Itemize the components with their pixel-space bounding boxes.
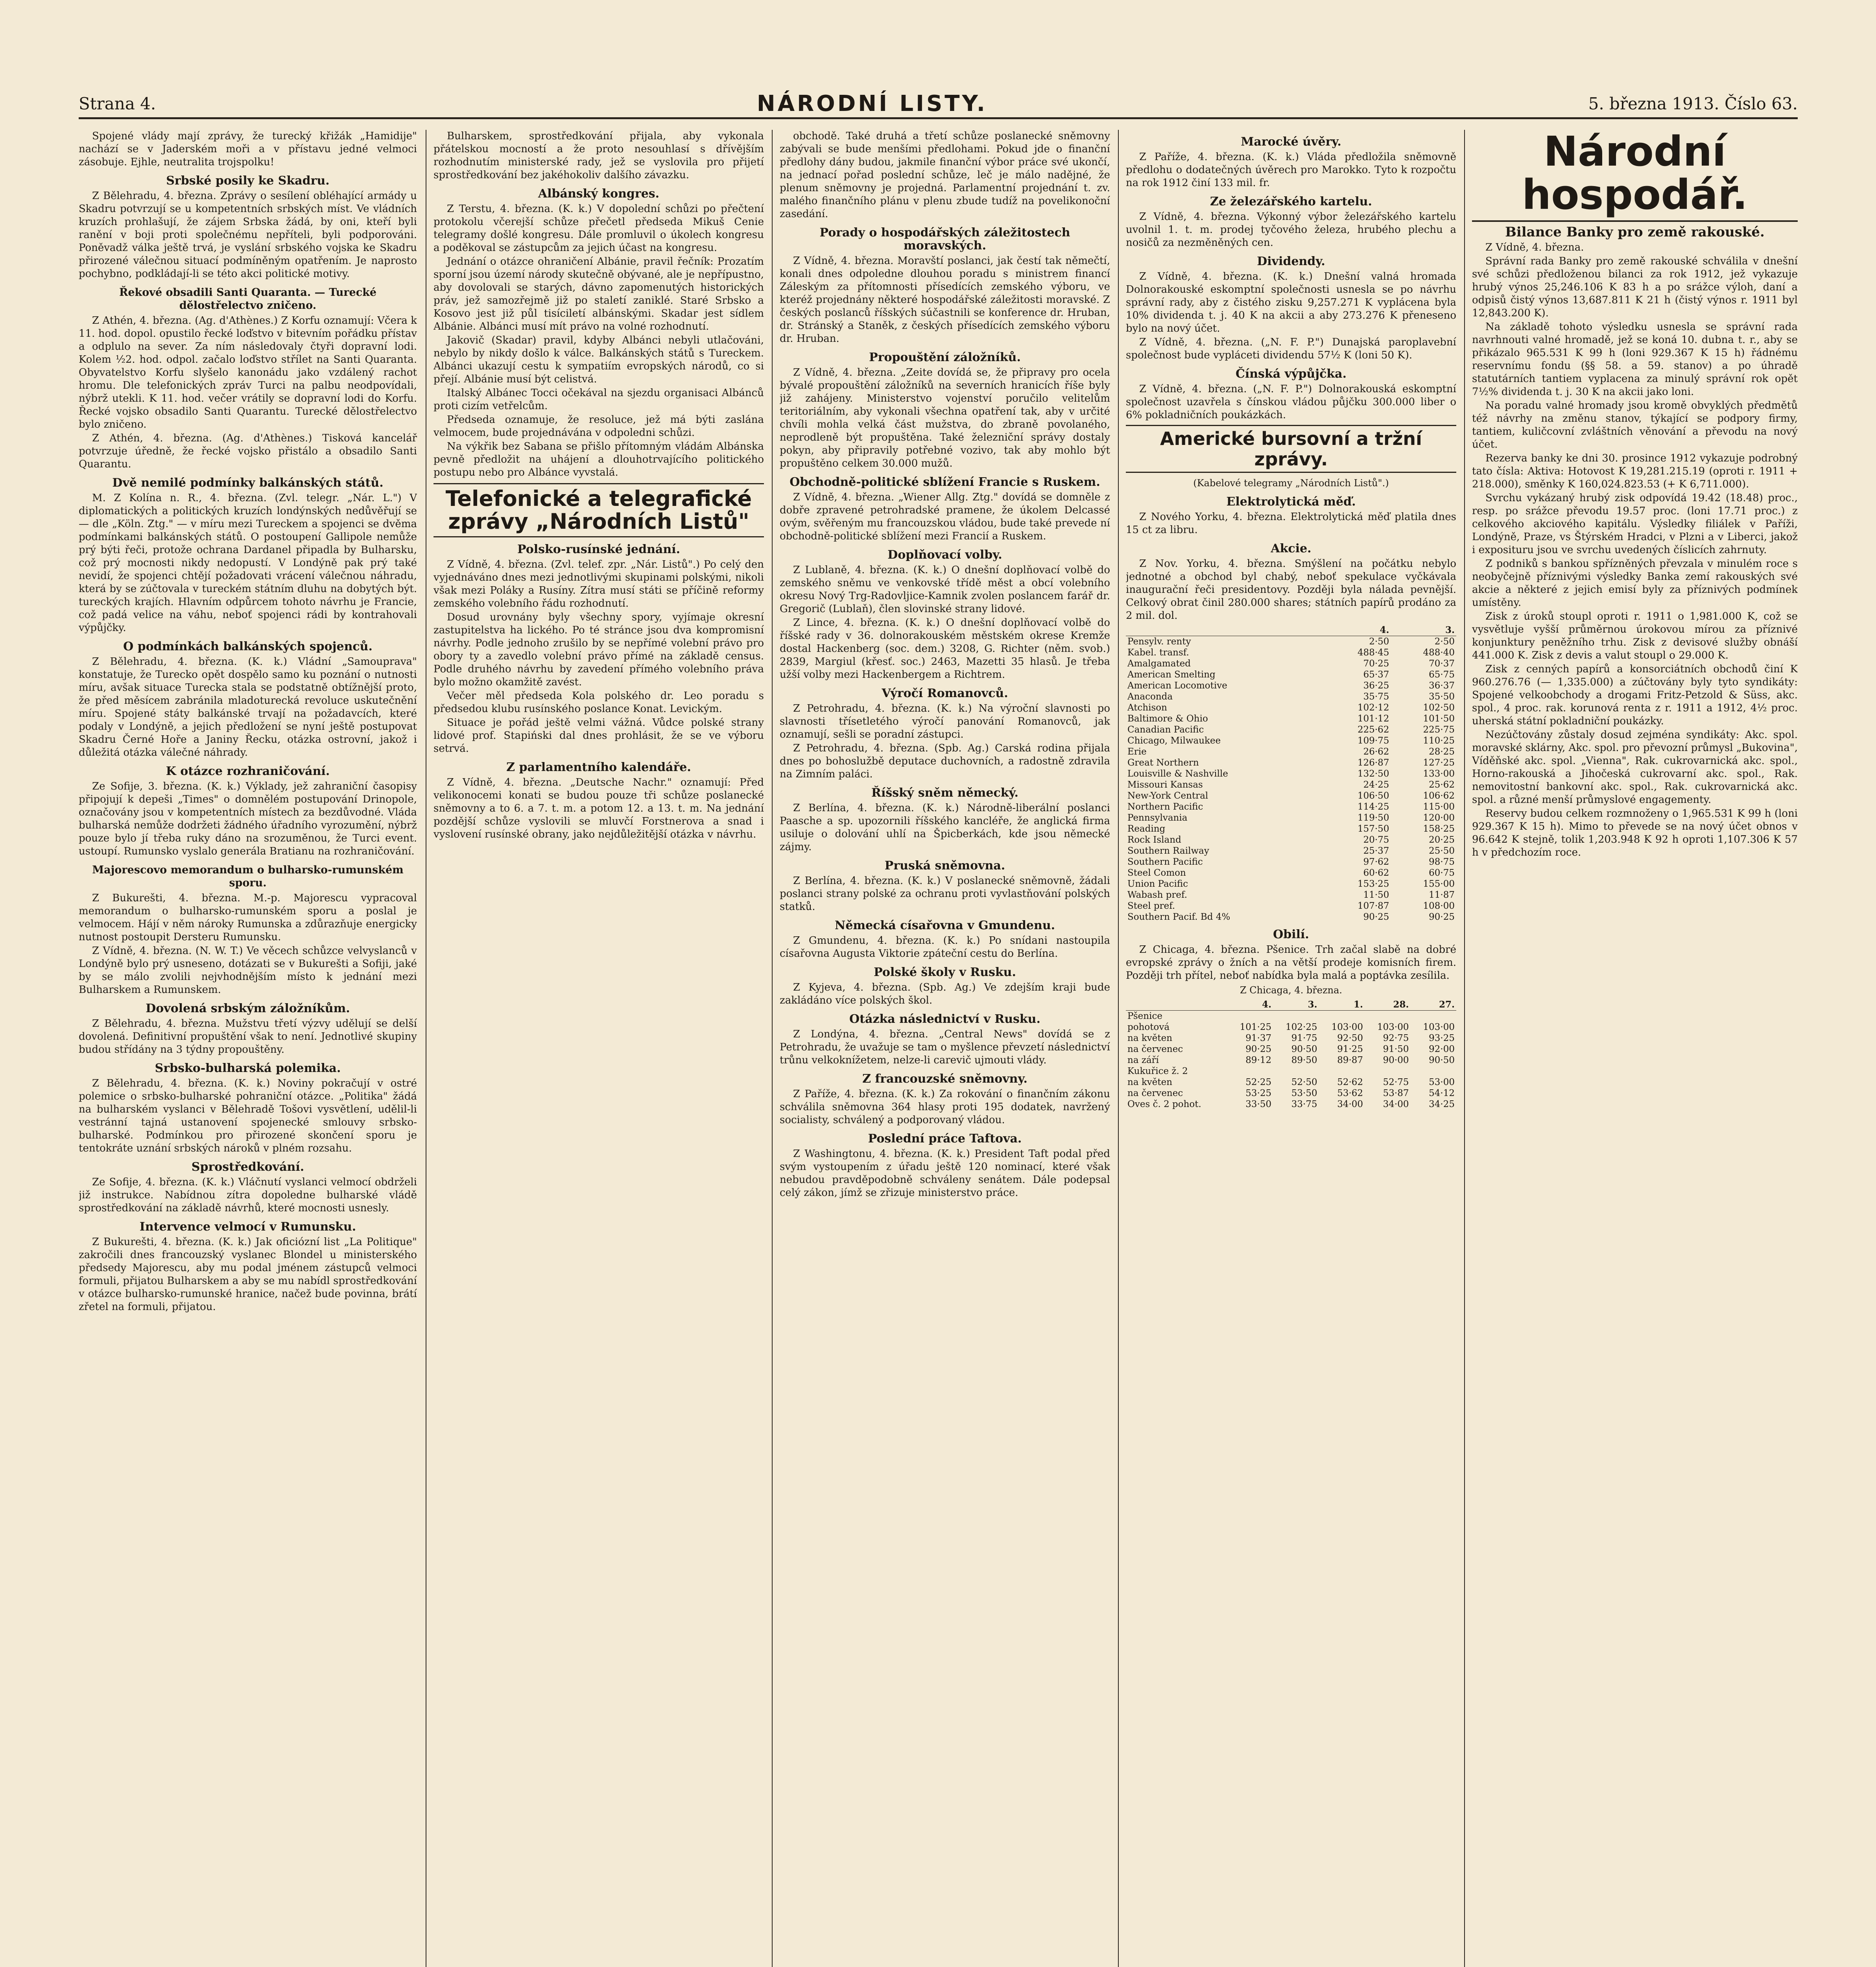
table-cell: Kukuřice ž. 2: [1127, 1066, 1188, 1076]
table-cell: 33·75: [1291, 1099, 1317, 1109]
article-paragraph: Z Petrohradu, 4. března. (Spb. Ag.) Carská rodina přijala dnes po bohoslužbě deputace duchovních, a radostně zdravila na Zimním paláci.: [780, 742, 1110, 780]
table-cell: 26·62: [1363, 747, 1389, 757]
table-cell: 28·25: [1429, 747, 1455, 757]
table-cell: na květen: [1127, 1033, 1173, 1043]
table-row: [1126, 867, 1456, 878]
table-cell: [1273, 1011, 1319, 1022]
article-paragraph: Z Paříže, 4. března. (K. k.) Vláda předložila sněmovně předlohu o dodatečných úvěrech pro Marokko. Tyto k rozpočtu na rok 1912 činí 133 mil. fr.: [1126, 151, 1456, 189]
article-paragraph: Spojené vlády mají zprávy, že turecký křižák „Hamidije" nachází se v Jaderském moři a v přístavu jedné velmoci zásobuje. Ejhle, neutralita trojspolku!: [79, 130, 417, 168]
table-row: [1126, 1088, 1456, 1099]
table-cell: 488·45: [1357, 648, 1389, 658]
article-paragraph: Situace je pořád ještě velmi vážná. Vůdce polské strany lidové prof. Stapiński dal dnes prohlásit, že se ve výboru setrvá.: [433, 717, 764, 755]
table-row: [1126, 636, 1456, 648]
table-row: [1126, 812, 1456, 823]
table-cell: Wabash pref.: [1127, 890, 1188, 900]
table-cell: Louisville & Nashville: [1127, 769, 1228, 779]
table-cell: Canadian Pacific: [1127, 725, 1204, 735]
article-paragraph: Z Berlína, 4. března. (K. k.) V poslanecké sněmovně, žádali poslanci strany polské za ochranu proti vyvlastňování polských statků.: [780, 875, 1110, 913]
table-cell: 70·25: [1363, 659, 1389, 669]
article-paragraph: Zisk z cenných papírů a konsorciátních obchodů činí K 960.276.76 (— 1,335.000) a zúčtovány byly tyto syndikáty: Spojené velkoobchody a drogami Fritz-Petzold & Süss, akc. spol., 4 proc. rak. korunová renta z r. 1911 a 1912, 4½ proc. uherská státní pokladniční poukázky.: [1472, 663, 1798, 727]
article-paragraph: Z Vídně, 4. března. (N. W. T.) Ve věcech schůzce velvyslanců v Londýně bylo prý usneseno, dotázati se v Bukurešti a Sofiji, jaké by se málo zvolili nejvhodnějším místo k jednání mezi Bulharskem a Rumunskem.: [79, 945, 417, 996]
table-cell: 54·12: [1429, 1088, 1455, 1098]
table-cell: 2·50: [1434, 637, 1455, 647]
table-row: [1126, 1055, 1456, 1066]
table-cell: 126·87: [1357, 758, 1389, 768]
table-cell: 110·25: [1423, 736, 1455, 746]
article-paragraph: Bulharskem, sprostředkování přijala, aby vykonala přátelskou mocností a že proto nesouhlasí s dřívějším rozhodnutím ministerské rady, jež se vyslovila pro přijetí sprostředkování bez jakéhokoliv dalšího závazku.: [433, 130, 764, 181]
article-heading: Albánský kongres.: [538, 187, 660, 201]
table-cell: Missouri Kansas: [1127, 780, 1203, 790]
table-cell: 11·87: [1429, 890, 1455, 900]
table-cell: 132·50: [1357, 769, 1389, 779]
page-header: [79, 90, 1798, 119]
table-cell: 90·25: [1245, 1044, 1272, 1054]
article-paragraph: Z Vídně, 4. března. Výkonný výbor železářského kartelu uvolnil 1. t. m. prodej tyčového železa, hrubého plechu a nosičů za nezměněných cen.: [1126, 211, 1456, 249]
article-heading: Obilí.: [1273, 928, 1309, 941]
table-cell: 133·00: [1423, 769, 1455, 779]
table-cell: 52·50: [1291, 1077, 1317, 1087]
column-3: [780, 130, 1110, 1967]
article-paragraph: Z Bělehradu, 4. března. (K. k.) Vládní „Samouprava" konstatuje, že Turecko opět dospělo samo ku poznání o nutnosti míru, avšak situace Turecka stala se podstatně obtížnější proto, že před měsícem zabránila mladoturecká revoluce uskutečnění míru. Spojené státy balkánské trvají na požadavcích, které podaly v Londýně, a jejich předložení se nyní ještě postupovat Skadru Černé Hoře a Janiny Řecku, otázka ostrovní, jakož i důležitá otázka válečné náhrady.: [79, 656, 417, 758]
table-cell: [1411, 1066, 1456, 1077]
article-heading: Srbské posily ke Skadru.: [166, 174, 330, 188]
article-heading: Poslední práce Taftova.: [868, 1132, 1022, 1146]
article-paragraph: Z Terstu, 4. března. (K. k.) V dopolední schůzi po přečtení protokolu včerejší schůze přečetl předseda Mikuš Cenie telegramy došlé kongresu. Dále promluvil o úkolech kongresu a poděkoval se zástupcům za jejich účast na kongresu.: [433, 203, 764, 254]
article-heading: Ze železářského kartelu.: [1210, 195, 1372, 209]
table-row: [1126, 713, 1456, 724]
table-row: [1126, 834, 1456, 845]
table-cell: 60·75: [1429, 868, 1455, 878]
column-header: 28.: [1365, 999, 1410, 1011]
table-row: [1126, 1033, 1456, 1044]
table-cell: [1319, 1066, 1365, 1077]
article-paragraph: Dosud urovnány byly všechny spory, vyjímaje okresní zastupitelstva ha lického. Po té stránce jsou dva kompromisní návrhy. Podle jednoho zrušilo by se nepřímé volební právo pro obory ty a zavedlo volební právo přímé na základě census. Podle druhého návrhu by zavedení přímého volebního práva bylo možno okamžitě zavést.: [433, 611, 764, 688]
table-cell: 34·25: [1429, 1099, 1455, 1109]
table-cell: Great Northern: [1127, 758, 1199, 768]
article-paragraph: Nezúčtovány zůstaly dosud zejména syndikáty: Akc. spol. moravské sklárny, Akc. spol. pro převozní průmysl „Bukovina", Víděňské akc. spol. „Vienna", Rak. cukrovarnická akc. spol., Horno-rakouská a Jihočeská cukrovarní akc. spol., Rak. nemovitostní bankovní akc. spol., Rak. cukrovarnická akc. spol. a různé menší průmyslové engagementy.: [1472, 729, 1798, 806]
column-rule: [772, 130, 773, 1967]
article-paragraph: Předseda oznamuje, že resoluce, jež má býti zaslána velmocem, bude projednávána v odpoledni schůzi.: [433, 414, 764, 439]
table-row: [1126, 669, 1456, 680]
article-paragraph: Z Vídně, 4. března.: [1485, 242, 1584, 253]
table-cell: 90·00: [1383, 1055, 1409, 1065]
article-paragraph: Z Vídně, 4. března. „Deutsche Nachr." oznamují: Před velikonocemi konati se budou pouze tři schůze poslanecké sněmovny a to 6. a 7. t. m. a potom 12. a 13. t. m. Na jednání pozdější schůze vyslovili se mluvčí Forstnerova a snad i vyslovení rusínské obrany, jako nejdůležitější otázka v návrhu.: [433, 777, 764, 840]
table-cell: 34·00: [1383, 1099, 1409, 1109]
article-paragraph: Z Nového Yorku, 4. března. Elektrolytická měď platila dnes 15 ct za libru.: [1126, 511, 1456, 536]
column-5: [1472, 130, 1798, 1967]
column-header: 3.: [1273, 999, 1319, 1011]
table-row: [1126, 889, 1456, 900]
table-cell: na květen: [1127, 1077, 1173, 1087]
table-cell: Oves č. 2 pohot.: [1127, 1099, 1201, 1109]
article-heading: Otázka následnictví v Rusku.: [849, 1012, 1040, 1026]
table-cell: 158·25: [1423, 824, 1455, 834]
article-paragraph: Na výkřik bez Sabana se přišlo přítomným vládám Albánska pevně předložit na uhájení a dlouhotrvajícího politického postupu nebo pro Albánce vyvstalá.: [433, 441, 764, 478]
table-cell: 108·00: [1423, 901, 1455, 911]
column-header: 4.: [1227, 999, 1273, 1011]
table-cell: 90·25: [1429, 912, 1455, 922]
table-cell: [1365, 1066, 1410, 1077]
article-heading: Doplňovací volby.: [887, 548, 1002, 562]
table-cell: American Smelting: [1127, 670, 1216, 680]
column-header: 27.: [1411, 999, 1456, 1011]
article-heading: Elektrolytická měď.: [1226, 495, 1356, 509]
table-cell: 225·75: [1423, 725, 1455, 735]
table-header-row: [1126, 625, 1456, 636]
article-heading: Německá císařovna v Gmundenu.: [834, 919, 1055, 932]
stock-quotes-table: [1126, 625, 1456, 923]
table-cell: 53·25: [1245, 1088, 1272, 1098]
column-header: 3.: [1391, 625, 1456, 636]
article-paragraph: Z Paříže, 4. března. (K. k.) Za rokování o finančním zákonu schválila sněmovna 364 hlasy proti 195 dodatek, navržený socialisty, schválený a podporovaný vládou.: [780, 1088, 1110, 1126]
table-row: [1126, 1011, 1456, 1022]
table-cell: 91·75: [1291, 1033, 1317, 1043]
table-cell: Union Pacific: [1127, 879, 1188, 889]
table-cell: 90·50: [1291, 1044, 1317, 1054]
table-cell: 101·25: [1240, 1022, 1272, 1032]
article-paragraph: Italský Albánec Tocci očekával na sjezdu organisaci Albánců proti cizím vetřelcům.: [433, 387, 764, 412]
table-cell: 20·75: [1363, 835, 1389, 845]
table-cell: 114·25: [1357, 802, 1389, 812]
table-cell: 488·40: [1423, 648, 1455, 658]
table-cell: 90·50: [1429, 1055, 1455, 1065]
article-paragraph: Svrchu vykázaný hrubý zisk odpovídá 19.42 (18.48) proc., resp. po srážce převodu 19.57 proc. (loni 17.71 proc.) z celkového akciového kapitálu. Výsledky filiálek v Paříži, Londýně, Praze, vs Štýrském Hradci, v Plzni a v Liberci, jakož i exposituru jsou ve svrchu uvedených číslicích zahrnuty.: [1472, 492, 1798, 556]
article-paragraph: Večer měl předseda Kola polského dr. Leo poradu s předsedou klubu rusínského poslance Konat. Levickým.: [433, 690, 764, 715]
table-cell: Kabel. transf.: [1127, 648, 1189, 658]
table-cell: 90·25: [1363, 912, 1389, 922]
table-cell: 103·00: [1423, 1022, 1455, 1032]
table-row: [1126, 680, 1456, 691]
article-paragraph: Na základě tohoto výsledku usnesla se správní rada navrhnouti valné hromadě, jež se koná 10. dubna t. r., aby se přikázalo 965.531 K 99 h (loni 929.367 K 15 h) řádnému reservnímu fondu (§§ 58. a 59. stanov) a po úhradě statutárních tantiem vyplacena za minulý správní rok opět 7½% dividenda t. j. 30 K na akcii jako loni.: [1472, 321, 1798, 398]
table-row: [1126, 856, 1456, 867]
table-cell: 102·50: [1423, 703, 1455, 713]
table-row: [1126, 912, 1456, 923]
table-cell: American Locomotive: [1127, 681, 1227, 691]
table-cell: 36·25: [1363, 681, 1389, 691]
table-cell: 60·62: [1363, 868, 1389, 878]
column-rule: [1464, 130, 1465, 1967]
table-cell: 92·50: [1337, 1033, 1363, 1043]
column-rule: [1118, 130, 1119, 1967]
table-cell: Chicago, Milwaukee: [1127, 736, 1221, 746]
table-cell: 35·50: [1429, 692, 1455, 702]
article-heading: Propouštění záložníků.: [869, 351, 1021, 364]
article-paragraph: Z Londýna, 4. března. „Central News" dovídá se z Petrohradu, že uvažuje se tam o myšlence převzetí následnictví trůnu velkoknížetem, nelze-li carevič ujmouti vlády.: [780, 1028, 1110, 1066]
table-cell: 89·87: [1337, 1055, 1363, 1065]
table-cell: New-York Central: [1127, 791, 1208, 801]
table-cell: 101·12: [1357, 714, 1389, 724]
table-row: [1126, 801, 1456, 812]
table-cell: Pšenice: [1127, 1011, 1162, 1021]
table-row: [1126, 768, 1456, 779]
table-cell: 25·37: [1363, 846, 1389, 856]
table-cell: Northern Pacific: [1127, 802, 1203, 812]
table-cell: 34·00: [1337, 1099, 1363, 1109]
table-row: [1126, 735, 1456, 746]
table-cell: [1227, 1011, 1273, 1022]
article-heading: Majorescovo memorandum o bulharsko-rumunském sporu.: [92, 864, 404, 889]
grain-table-title: Z Chicaga, 4. března.: [1240, 985, 1343, 996]
table-cell: pohotová: [1127, 1022, 1170, 1032]
table-row: [1126, 757, 1456, 768]
table-cell: [1411, 1011, 1456, 1022]
table-cell: 36·37: [1429, 681, 1455, 691]
table-cell: 53·87: [1383, 1088, 1409, 1098]
article-paragraph: Z Vídně, 4. března. (Zvl. telef. zpr. „Nár. Listů".) Po celý den vyjednáváno dnes mezi jednotlivými skupinami polskými, nikoli však mezi Poláky a Rusíny. Zítra musí státi se příčině reformy zemského volebního řádu rozhodnutí.: [433, 559, 764, 609]
table-cell: Reading: [1127, 824, 1166, 834]
table-cell: Baltimore & Ohio: [1127, 714, 1208, 724]
table-cell: 157·50: [1357, 824, 1389, 834]
table-cell: 89·12: [1245, 1055, 1272, 1065]
table-cell: 97·62: [1363, 857, 1389, 867]
article-paragraph: Ze Sofije, 4. března. (K. k.) Vláčnutí vyslanci velmocí obdrželi již instrukce. Nabídnou zítra dopoledne bulharské vládě sprostředkování na základě návrhů, které mocnosti usnesly.: [79, 1176, 417, 1214]
table-cell: na červenec: [1127, 1088, 1183, 1098]
table-header-row: [1126, 999, 1456, 1011]
column-2: [433, 130, 764, 1967]
article-paragraph: Z Kyjeva, 4. března. (Spb. Ag.) Ve zdejším kraji bude zakládáno více polských škol.: [780, 982, 1110, 1006]
table-row: [1126, 1077, 1456, 1088]
table-cell: Pennsylvania: [1127, 813, 1188, 823]
article-heading: Výročí Romanovců.: [882, 686, 1008, 700]
table-cell: [1365, 1011, 1410, 1022]
article-heading: Říšský sněm německý.: [871, 786, 1018, 800]
article-heading: K otázce rozhraničování.: [166, 764, 330, 778]
table-cell: 35·75: [1363, 692, 1389, 702]
table-cell: 106·50: [1357, 791, 1389, 801]
article-heading: Sprostředkování.: [191, 1160, 304, 1174]
table-row: [1126, 724, 1456, 735]
table-cell: 93·25: [1429, 1033, 1455, 1043]
table-cell: 109·75: [1357, 736, 1389, 746]
article-paragraph: obchodě. Také druhá a třetí schůze poslanecké sněmovny zabývali se bude menšími předlohami. Pokud jde o finanční předlohy dány budou, jakmile finanční výbor práce své ukončí, na jednací pořad poslední schůze, leč je málo nadějné, že plenum sněmovny je projedná. Parlamentní projednání t. zv. malého finančního plánu v plenu zbude tudíž na povelikonoční zasedání.: [780, 130, 1110, 220]
table-row: [1126, 878, 1456, 889]
article-paragraph: Z Vídně, 4. března. Moravští poslanci, jak čestí tak němečtí, konali dnes odpoledne dlouhou poradu s ministrem financí Záleským za přítomnosti přísedících zemského výboru, ve kteréž projednány některé hospodářské záležitosti moravské. Z českých poslanců říšských súčastnili se konference dr. Hruban, dr. Stránský a Staněk, z českých přísedících zemského výboru dr. Hruban.: [780, 255, 1110, 345]
article-paragraph: Z Vídně, 4. března. (K. k.) Dnešní valná hromada Dolnorakouské eskomptní společnosti usnesla se po návrhu správní rady, aby z čistého zisku 9,257.271 K vyplácena byla 10% dividenda t. j. 40 K na akcii a aby 273.276 K přeneseno bylo na nový účet.: [1126, 271, 1456, 334]
table-row: [1126, 1044, 1456, 1055]
article-paragraph: Jednání o otázce ohraničení Albánie, pravil řečník: Prozatím sporní jsou území národy skutečně obývané, ale je nepřípustno, aby dovolovali se starých, dávno zapomenutých historických práv, jež samozřejmě již po staletí zaniklé. Staré Srbsko a Kosovo jest již půl tisíciletí albánskými. Skadar jest sídlem Albánie. Albánci musí mít právo na volné rozhodnutí.: [433, 256, 764, 332]
table-cell: 70·37: [1429, 659, 1455, 669]
article-paragraph: Jakovič (Skadar) pravil, kdyby Albánci nebyli utlačováni, nebylo by nikdy došlo k válce. Balkánských států s Tureckem. Albánci ukazují cestu k sympatiím evropských národů, co si přejí. Albánie musí být celistvá.: [433, 334, 764, 385]
article-heading: Polsko-rusínské jednání.: [517, 542, 681, 556]
article-paragraph: Z Bělehradu, 4. března. (K. k.) Noviny pokračují v ostré polemice o srbsko-bulharské pohraniční otázce. „Politika" žádá na bulharském vyslanci v Bělehradě Tošovi vysvětlení, udělil-li vestránní tajná ustanovení spojenecké smlouvy srbsko-bulharské. Podmínkou pro přirozené skončení sporu je tentokráte uznání srbských nároků v plném rozsahu.: [79, 1078, 417, 1154]
article-heading: Srbsko-bulharská polemika.: [155, 1061, 341, 1075]
article-paragraph: Z Nov. Yorku, 4. března. Smýšlení na počátku nebylo jednotné a obchod byl chabý, neboť spekulace vyčkávala inaugurační řeči presidentovy. Později byla nálada pevnější. Celkový obrat činil 280.000 shares; státních papírů prodáno za 2 mil. dol.: [1126, 558, 1456, 622]
section-banner: Americké bursovní a tržní zprávy.: [1126, 425, 1456, 473]
article-heading: Akcie.: [1271, 542, 1312, 555]
article-paragraph: Z Washingtonu, 4. března. (K. k.) President Taft podal před svým vystoupením z úřadu ještě 120 nominací, které však nebudou pravděpodobně schváleny senátem. Dále podepsal celý zákon, jímž se zřizuje ministerstvo práce.: [780, 1148, 1110, 1199]
page-number: Strana 4.: [79, 94, 156, 113]
article-paragraph: Z Gmundenu, 4. března. (K. k.) Po snídani nastoupila císařovna Augusta Viktorie zpáteční cestu do Berlína.: [780, 935, 1110, 960]
section-banner: Telefonické a telegrafické zprávy „Národních Listů": [433, 483, 764, 537]
table-cell: [1319, 1011, 1365, 1022]
table-cell: na červenec: [1127, 1044, 1183, 1054]
article-paragraph: Z Bělehradu, 4. března. Mužstvu třetí výzvy udělují se delší dovolená. Definitivní propuštění však to není. Jednotlivé skupiny budou střídány na 3 týdny propouštěny.: [79, 1018, 417, 1055]
article-paragraph: M. Z Kolína n. R., 4. března. (Zvl. telegr. „Nár. L.") V diplomatických a politických kruzích londýnských nedůvěřují se — dle „Köln. Ztg." — v míru mezi Tureckem a spojenci se dvěma podmínkami balkánských států. O postoupení Gallipole nemůže prý býti řeči, protože ochrana Dardanel připadla by Bulharsku, což prý mocnosti nikdy nedopustí. V Londýně pak prý také nevidí, že spojenci chtějí požadovati vrácení válečnou náhradu, která by se zúčtovala v tureckém státním dluhu na dobytých být. tureckých krajích. Hlavním odpůrcem tohoto návrhu je Francie, což padá velice na váhu, neboť spojenci rádi by kontrahovali výpůjčky.: [79, 492, 417, 634]
table-cell: 106·62: [1423, 791, 1455, 801]
article-heading: Porady o hospodářských záležitostech moravských.: [819, 226, 1070, 253]
article-heading: Čínská výpůjčka.: [1235, 367, 1347, 381]
table-cell: 89·50: [1291, 1055, 1317, 1065]
table-cell: 91·50: [1383, 1044, 1409, 1054]
article-paragraph: Na poradu valné hromady jsou kromě obvyklých předmětů též návrhy na změnu stanov, týkající se podpory firmy, tantiem, kuličcovní zvláštních věnování a převodu na nový účet.: [1472, 400, 1798, 450]
table-cell: 153·25: [1357, 879, 1389, 889]
article-paragraph: Z Berlína, 4. března. (K. k.) Národně-liberální poslanci Paasche a sp. upozornili říšského kancléře, že anglická firma usiluje o dolování uhlí na Špicberkách, kde jsou německé zájmy.: [780, 802, 1110, 853]
column-header: [1126, 999, 1227, 1011]
article-heading: O podmínkách balkánských spojenců.: [123, 640, 373, 653]
article-heading: Z francouzské sněmovny.: [862, 1072, 1027, 1086]
column-1: [79, 130, 417, 1967]
table-cell: 53·50: [1291, 1088, 1317, 1098]
table-cell: 115·00: [1423, 802, 1455, 812]
article-paragraph: Z Lince, 4. března. (K. k.) O dnešní doplňovací volbě do říšské rady v 36. dolnorakouském městském okrese Kremže dostal Hackenberg (soc. dem.) 3208, G. Richter (něm. svob.) 2839, Margiul (křesť. soc.) 2463, Mazetti 35 hlasů. Je třeba užší volby mezi Hackenbergem a Richtrem.: [780, 617, 1110, 681]
article-paragraph: Z Vídně, 4. března. „Wiener Allg. Ztg." dovídá se domněle z dobře zpravené petrohradské pramene, že úkolem Delcassé ovým, svěřeným mu francouzskou vládou, bude také prevede ní obchodně-politické sblížení mezi Francií a Ruskem.: [780, 491, 1110, 542]
table-cell: 103·00: [1331, 1022, 1363, 1032]
article-heading: Řekové obsadili Santi Quaranta. — Turecké dělostřelectvo zničeno.: [119, 286, 377, 312]
issue-date: 5. března 1913. Číslo 63.: [1588, 94, 1798, 113]
article-paragraph: Z Vídně, 4. března. („N. F. P.") Dunajská paroplavební společnost bude vypláceti dividendu 57½ K (loni 50 K).: [1126, 336, 1456, 361]
table-cell: 103·00: [1377, 1022, 1409, 1032]
article-heading: Obchodně-politické sblížení Francie s Ruskem.: [790, 475, 1100, 489]
table-cell: 91·25: [1337, 1044, 1363, 1054]
table-cell: 24·25: [1363, 780, 1389, 790]
article-paragraph: Z podniků s bankou spřízněných převzala v minulém roce s neobyčejně příznivými výsledky Banka zemí rakouských své akcie a některé z jejich emisí byly za příznivých podmínek umístěny.: [1472, 558, 1798, 609]
article-paragraph: Z Chicaga, 4. března. Pšenice. Trh začal slabě na dobré evropské zprávy o žních a na větší prodeje komisních firem. Později trh přítel, neboť nabídka byla malá a poptávka zesílila.: [1126, 944, 1456, 982]
table-cell: Erie: [1127, 747, 1147, 757]
table-cell: 53·00: [1429, 1077, 1455, 1087]
table-row: [1126, 658, 1456, 669]
table-row: [1126, 823, 1456, 834]
article-paragraph: Rezerva banky ke dni 30. prosince 1912 vykazuje podrobný tato čísla: Aktiva: Hotovost K 19,281.215.19 (oproti r. 1911 + 218.000), směnky K 160,024.823.53 (+ K 6,711.000).: [1472, 452, 1798, 490]
table-cell: Amalgamated: [1127, 659, 1191, 669]
table-cell: Rock Island: [1127, 835, 1181, 845]
banner-note: (Kabelové telegramy „Národních Listů".): [1193, 478, 1389, 489]
article-paragraph: Z Bělehradu, 4. března. Zprávy o sesílení obléhající armády u Skadru potvrzují se u kompetentních srbských míst. Ve vládních kruzích prohlašují, že zájem Srbska žádá, by oni, kteří byli ranění v boji proti společnému nepříteli, byli podporováni. Poněvadž válka ještě trvá, je vyslání srbského vojska ke Skadru přirozené válečnou situací podmíněným opatřením. Je naprosto pochybno, podkládají-li se této akci politické motivy.: [79, 190, 417, 280]
grain-prices-table: [1126, 999, 1456, 1110]
table-row: [1126, 1066, 1456, 1077]
table-cell: 225·62: [1357, 725, 1389, 735]
article-paragraph: Z Petrohradu, 4. března. (K. k.) Na výroční slavnosti po slavnosti třísetletého výročí panování Romanovců, jak oznamují, sešli se poradní zástupci.: [780, 703, 1110, 740]
table-cell: Pensylv. renty: [1127, 637, 1191, 647]
table-cell: Steel pref.: [1127, 901, 1175, 911]
masthead: NÁRODNÍ LISTY.: [756, 90, 988, 116]
table-row: [1126, 790, 1456, 801]
article-heading: Dovolená srbským záložníkům.: [146, 1002, 350, 1015]
table-cell: 102·12: [1357, 703, 1389, 713]
table-cell: 101·50: [1423, 714, 1455, 724]
table-cell: 20·25: [1429, 835, 1455, 845]
table-cell: Atchison: [1127, 703, 1167, 713]
table-row: [1126, 691, 1456, 702]
table-cell: Southern Pacif. Bd 4%: [1127, 912, 1230, 922]
article-paragraph: Ze Sofije, 3. března. (K. k.) Výklady, jež zahraniční časopisy připojují k depeši „Times" o domnělém postupování Drinopole, označovány jsou v kompetentních místech za bezdůvodné. Vláda bulharská nemůže dodržeti žádného úřadního vyrozumění, nýbrž pouze bylo jí třeba ruky dáno na srozuměnou, že Turci event. ustoupí. Rumunsko vyslalo generála Bratianu na rozhraničování.: [79, 781, 417, 857]
column-4: [1126, 130, 1456, 1967]
article-paragraph: Správní rada Banky pro země rakouské schválila v dnešní své schůzi předloženou bilanci za rok 1912, jež vykazuje hrubý výnos 25,246.106 K 83 h a po srážce výloh, daní a odpisů čistý výnos 13,687.811 K 21 h (čistý výnos r. 1911 byl 12,843.200 K).: [1472, 255, 1798, 319]
table-cell: Southern Pacific: [1127, 857, 1203, 867]
article-paragraph: Z Lublaně, 4. března. (K. k.) O dnešní doplňovací volbě do zemského sněmu ve venkovské třídě měst a obcí volebního okresu Nový Trg-Radovljice-Kamnik zvolen poslancem farář dr. Gregorič (Lublaň), člen slovinské strany lidové.: [780, 564, 1110, 615]
table-row: [1126, 845, 1456, 856]
table-cell: 11·50: [1363, 890, 1389, 900]
article-paragraph: Zisk z úroků stoupl oproti r. 1911 o 1,981.000 K, což se vysvětluje vyšší průměrnou úrokovou mírou za příznivé konjunktury peněžního trhu. Zisk z devisové služby obnáší 441.000 K. Zisk z devis a valut stoupl o 29.000 K.: [1472, 611, 1798, 661]
table-cell: 119·50: [1357, 813, 1389, 823]
table-row: [1126, 1022, 1456, 1033]
table-cell: 53·62: [1337, 1088, 1363, 1098]
table-cell: 52·25: [1245, 1077, 1272, 1087]
table-cell: 52·75: [1383, 1077, 1409, 1087]
table-cell: Steel Comon: [1127, 868, 1186, 878]
table-cell: [1273, 1066, 1319, 1077]
article-paragraph: Z Bukurešti, 4. března. (K. k.) Jak oficiózní list „La Politique" zakročili dnes francouzský vyslanec Blondel u ministerského předsedy Majorescu, aby mu podal jménem zástupců velmoci formuli, přijatou Bulharskem a aby se mu nabídl sprostředkování v otázce bulharsko-rumunské hranice, načež bude povinna, brátí zřetel na formuli, přijatou.: [79, 1236, 417, 1313]
column-header: [1126, 625, 1325, 636]
article-paragraph: Z Athén, 4. března. (Ag. d'Athènes.) Z Korfu oznamují: Včera k 11. hod. dopol. opustilo řecké loďstvo v bitevním pořádku přístav a odplulo na sever. Za ním následovaly čtyři dopravní lodi. Kolem ½2. hod. odpol. začalo loďstvo střílet na Santi Quaranta. Obyvatelstvo Korfu slyšelo kanonádu jako vzdálený rachot hromu. Dle telefonických zpráv Turci na palbu neodpovídali, nýbrž utekli. K 11. hod. večer vrátily se dopravní lodi do Korfu. Řecké vojsko obsadilo Santi Quarantu. Turecké dělostřelectvo bylo zničeno.: [79, 315, 417, 430]
table-cell: 25·50: [1429, 846, 1455, 856]
article-heading: Marocké úvěry.: [1241, 135, 1341, 149]
article-heading: Z parlamentního kalendáře.: [506, 760, 691, 774]
table-cell: 25·62: [1429, 780, 1455, 790]
table-cell: 107·87: [1357, 901, 1389, 911]
table-cell: 52·62: [1337, 1077, 1363, 1087]
article-heading: Dividendy.: [1257, 255, 1325, 268]
article-title: Bilance Banky pro země rakouské.: [1505, 224, 1765, 240]
table-cell: 91·37: [1245, 1033, 1272, 1043]
table-cell: 65·37: [1363, 670, 1389, 680]
table-row: [1126, 702, 1456, 713]
column-header: 1.: [1319, 999, 1365, 1011]
table-cell: [1227, 1066, 1273, 1077]
article-heading: Intervence velmocí v Rumunsku.: [139, 1220, 356, 1234]
section-title: Národní hospodář.: [1472, 130, 1798, 222]
article-paragraph: Z Vídně, 4. března. „Zeite dovídá se, že připravy pro ocela bývalé propouštění záložníků na severních hranicích říše byly již zahájeny. Ministerstvo vojenství poručilo velitelům teritoriálním, aby vykonali všechna opatření tak, aby v určité chvíli mohla velká část mužstva, do zbraně povolaného, neprodleně být propuštěna. Také železniční správy dostaly pokyn, aby připravily potřebné vozivo, tak aby mohlo být propuštěno celkem 30.000 mužů.: [780, 367, 1110, 469]
table-cell: 92·75: [1383, 1033, 1409, 1043]
table-cell: 2·50: [1369, 637, 1389, 647]
table-cell: 102·25: [1286, 1022, 1317, 1032]
article-heading: Dvě nemilé podmínky balkánských států.: [112, 476, 384, 490]
table-cell: 155·00: [1423, 879, 1455, 889]
table-cell: 92·00: [1429, 1044, 1455, 1054]
table-cell: Anaconda: [1127, 692, 1173, 702]
table-row: [1126, 647, 1456, 658]
table-row: [1126, 779, 1456, 790]
table-cell: 127·25: [1423, 758, 1455, 768]
article-paragraph: Z Bukurešti, 4. března. M.-p. Majorescu vypracoval memorandum o bulharsko-rumunském sporu a poslal je velmocem. Hájí v něm nároky Rumunska a zdůrazňuje energicky nutnost postoupit Dersteru Rumunsku.: [79, 892, 417, 943]
article-paragraph: Reservy budou celkem rozmnoženy o 1,965.531 K 99 h (loni 929.367 K 15 h). Mimo to převede se na nový účet obnos v 96.642 K stejně, tolik 1,203.948 K 92 h oproti 1,107.306 K 57 h v předchozím roce.: [1472, 808, 1798, 858]
article-heading: Polské školy v Rusku.: [874, 965, 1016, 979]
article-paragraph: Z Athén, 4. března. (Ag. d'Athènes.) Tisková kancelář potvrzuje úředně, že řecké vojsko přistálo a obsadilo Santi Quarantu.: [79, 432, 417, 470]
article-heading: Pruská sněmovna.: [884, 859, 1005, 873]
article-paragraph: Z Vídně, 4. března. („N. F. P.") Dolnorakouská eskomptní společnost uzavřela s čínskou vládou půjčku 300.000 liber o 6% pokladničních poukázkách.: [1126, 383, 1456, 421]
table-cell: na září: [1127, 1055, 1159, 1065]
table-row: [1126, 1099, 1456, 1110]
table-row: [1126, 746, 1456, 757]
table-cell: 120·00: [1423, 813, 1455, 823]
column-header: 4.: [1325, 625, 1391, 636]
table-cell: Southern Railway: [1127, 846, 1209, 856]
table-cell: 65·75: [1429, 670, 1455, 680]
table-cell: 98·75: [1429, 857, 1455, 867]
table-row: [1126, 900, 1456, 912]
table-cell: 33·50: [1245, 1099, 1272, 1109]
